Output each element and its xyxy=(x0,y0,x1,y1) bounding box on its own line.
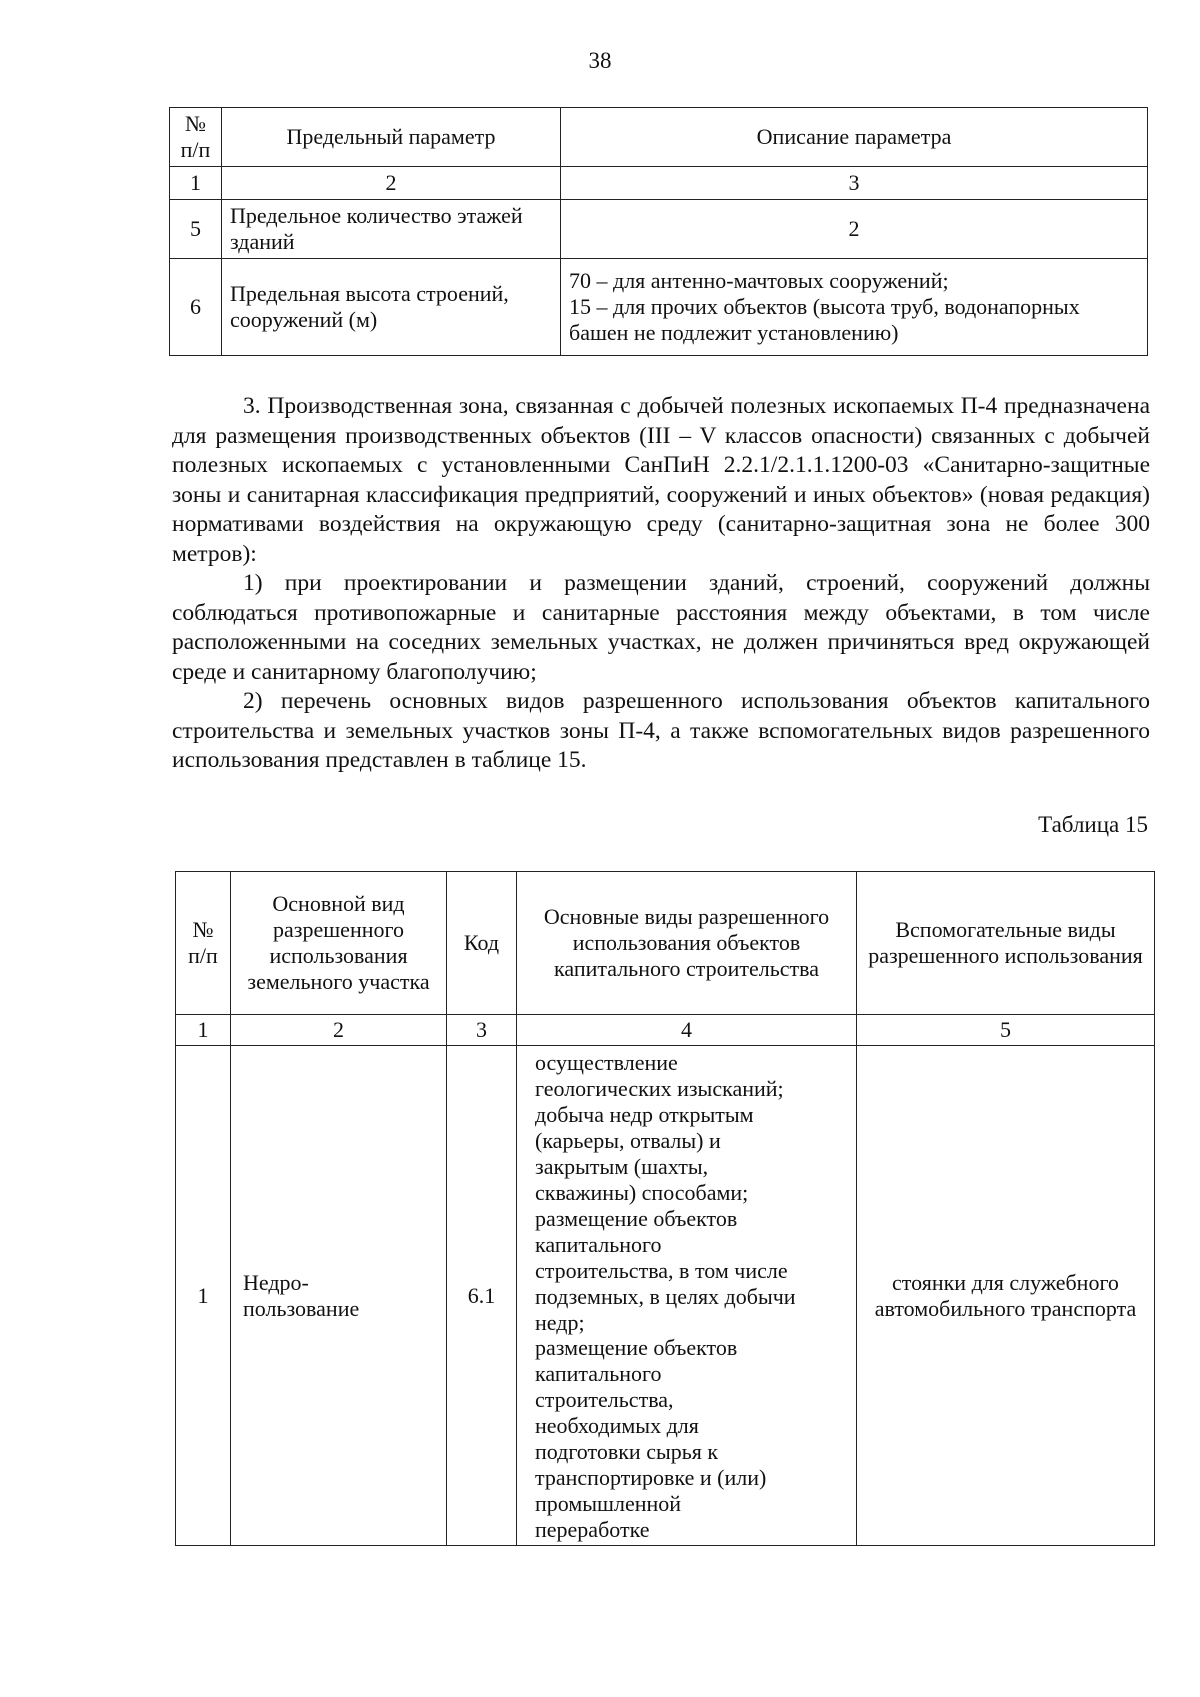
paragraph-item-2: 2) перечень основных видов разрешенного использования объектов капитального строительства и земельных участков зоны П-4, а также вспомогательных видов разрешенного использования представлен в таблице 15. xyxy=(172,688,1150,773)
index-cell: 3 xyxy=(561,166,1148,199)
index-cell: 2 xyxy=(231,1015,447,1046)
row-number: 6 xyxy=(170,258,222,355)
table-row xyxy=(170,258,1148,355)
row-aux-uses: стоянки для служебного автомобильного транспорта xyxy=(857,1046,1155,1546)
table-header-row xyxy=(170,108,1148,167)
paragraph-item-1: 1) при проектировании и размещении зданий, строений, сооружений должны соблюдаться противопожарные и санитарные расстояния между объектами, в том числе расположенными на соседних земельных участках, не должен причиняться вред окружающей среде и санитарному благополучию; xyxy=(172,570,1150,685)
table-row xyxy=(170,199,1148,258)
header-description: Описание параметра xyxy=(561,108,1148,167)
page-number: 38 xyxy=(588,48,612,73)
table-index-row xyxy=(176,1015,1155,1046)
row-description: 2 xyxy=(561,199,1148,258)
paragraph-zone-description: 3. Производственная зона, связанная с добычей полезных ископаемых П-4 предназначена для размещения производственных объектов (III – V классов опасности) связанных с добычей полезных ископаемых с установленными СанПиН 2.2.1/2.1.1.1200-03 «Санитарно-защитные зоны и санитарная классификация предприятий, сооружений и иных объектов» (новая редакция) нормативами воздействия на окружающую среду (санитарно-защитная зона не более 300 метров): xyxy=(172,393,1150,567)
row-main-use: Недро- пользование xyxy=(231,1046,447,1546)
header-number: № п/п xyxy=(176,872,231,1015)
header-capital-uses: Основные виды разрешенного использования объектов капитального строительства xyxy=(517,872,857,1015)
table-15 xyxy=(175,871,1155,1546)
row-parameter: Предельное количество этажей зданий xyxy=(222,199,561,258)
index-cell: 2 xyxy=(222,166,561,199)
header-number: № п/п xyxy=(170,108,222,167)
row-capital-uses: осуществление геологических изысканий; добыча недр открытым (карьеры, отвалы) и закрытым (шахты, скважины) способами; размещение объектов капитального строительства, в том числе подземных, в целях добычи недр; размещение объектов капитального строительства, необходимых для подготовки сырья к транспортировке и (или) промышленной переработке xyxy=(517,1046,857,1546)
index-cell: 1 xyxy=(176,1015,231,1046)
table-header-row xyxy=(176,872,1155,1015)
row-description: 70 – для антенно-мачтовых сооружений; 15 – для прочих объектов (высота труб, водонапорных башен не подлежит установлению) xyxy=(561,258,1148,355)
index-cell: 4 xyxy=(517,1015,857,1046)
header-parameter: Предельный параметр xyxy=(222,108,561,167)
table-row xyxy=(176,1046,1155,1546)
table-caption: Таблица 15 xyxy=(1038,812,1148,837)
body-text xyxy=(172,392,1150,776)
index-cell: 3 xyxy=(447,1015,517,1046)
index-cell: 5 xyxy=(857,1015,1155,1046)
header-main-use: Основной вид разрешенного использования земельного участка xyxy=(231,872,447,1015)
row-code: 6.1 xyxy=(447,1046,517,1546)
index-cell: 1 xyxy=(170,166,222,199)
parameters-table xyxy=(169,107,1148,356)
row-number: 5 xyxy=(170,199,222,258)
table-index-row xyxy=(170,166,1148,199)
row-number: 1 xyxy=(176,1046,231,1546)
row-parameter: Предельная высота строений, сооружений (м) xyxy=(222,258,561,355)
header-code: Код xyxy=(447,872,517,1015)
header-aux-uses: Вспомогательные виды разрешенного использования xyxy=(857,872,1155,1015)
